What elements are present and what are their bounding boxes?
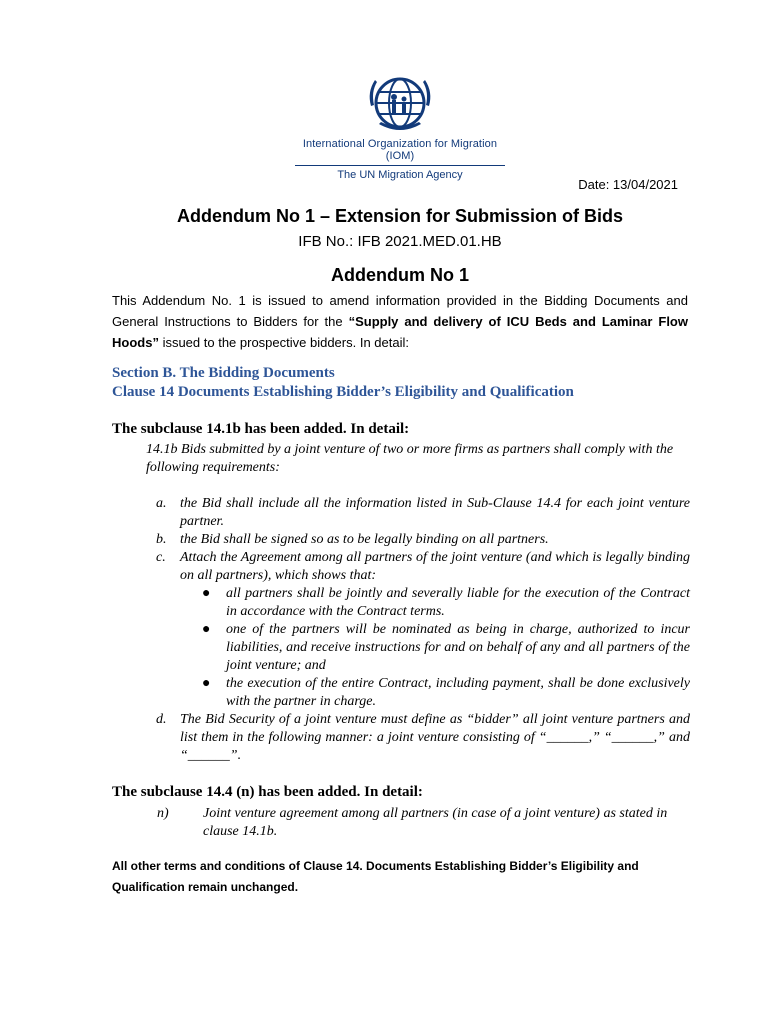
iom-logo-icon	[365, 70, 435, 136]
list-item	[150, 495, 690, 531]
intro-text-2: issued to the prospective bidders. In detail:	[158, 335, 409, 350]
org-divider	[295, 165, 505, 166]
bullet-text: one of the partners will be nominated as being in charge, authorized to incur liabilities, and receive instructions for and on behalf of any and all partners of the joint venture; and	[226, 622, 690, 673]
subclause-14-1b-heading: The subclause 14.1b has been added. In detail:	[112, 421, 410, 437]
list-marker: b.	[156, 532, 167, 547]
requirements-list	[150, 495, 690, 765]
list-item	[150, 531, 690, 549]
intro-paragraph	[112, 290, 688, 353]
intro-bold: “Supply and delivery of ICU Beds and Laminar Flow Hoods”	[112, 314, 688, 350]
section-heading	[112, 364, 574, 402]
bullet-icon: ●	[202, 622, 211, 637]
bullet-item	[150, 675, 690, 711]
org-name: International Organization for Migration (IOM)	[302, 138, 498, 162]
list-item-text: The Bid Security of a joint venture must define as “bidder” all joint venture partners and list them in the following manner: a joint venture consisting of “______,” “______,” and “______”.	[180, 712, 690, 763]
bullet-icon: ●	[202, 586, 211, 601]
intro-text-1: This Addendum No. 1 is issued to amend information provided in the Bidding Documents and General Instructions to Bidders for the	[112, 293, 688, 329]
list-item	[150, 549, 690, 585]
document-date: Date: 13/04/2021	[578, 177, 678, 192]
addendum-subtitle: Addendum No 1	[331, 265, 469, 285]
subclause-14-4n-heading: The subclause 14.4 (n) has been added. In detail:	[112, 784, 423, 800]
ifb-number: IFB No.: IFB 2021.MED.01.HB	[298, 233, 502, 250]
subclause-14-4n-item	[157, 805, 677, 841]
bullet-icon: ●	[202, 676, 211, 691]
list-item-text: Joint venture agreement among all partners (in case of a joint venture) as stated in clause 14.1b.	[203, 806, 668, 839]
bullet-text: all partners shall be jointly and severally liable for the execution of the Contract in accordance with the Contract terms.	[226, 586, 690, 619]
list-item-text: the Bid shall be signed so as to be legally binding on all partners.	[180, 532, 549, 547]
list-item	[150, 711, 690, 765]
subclause-14-1b-intro: 14.1b Bids submitted by a joint venture of two or more firms as partners shall comply with the following requirements:	[146, 442, 674, 475]
org-tagline: The UN Migration Agency	[337, 169, 463, 181]
bullet-item	[150, 585, 690, 621]
bullet-item	[150, 621, 690, 675]
section-title: Section B. The Bidding Documents	[112, 365, 335, 381]
list-marker: c.	[156, 550, 166, 565]
list-marker: d.	[156, 712, 167, 727]
list-item-text: the Bid shall include all the information listed in Sub-Clause 14.4 for each joint venture partner.	[180, 496, 690, 529]
iom-logo	[290, 70, 510, 181]
clause-title: Clause 14 Documents Establishing Bidder’s Eligibility and Qualification	[112, 384, 574, 400]
list-item-text: Attach the Agreement among all partners of the joint venture (and which is legally binding on all partners), which shows that:	[180, 550, 690, 583]
list-marker: n)	[157, 806, 169, 821]
document-title: Addendum No 1 – Extension for Submission of Bids	[176, 206, 624, 226]
closing-statement: All other terms and conditions of Clause 14. Documents Establishing Bidder’s Eligibility and Qualification remain unchanged.	[112, 859, 639, 894]
bullet-text: the execution of the entire Contract, including payment, shall be done exclusively with the partner in charge.	[226, 676, 690, 709]
list-marker: a.	[156, 496, 167, 511]
